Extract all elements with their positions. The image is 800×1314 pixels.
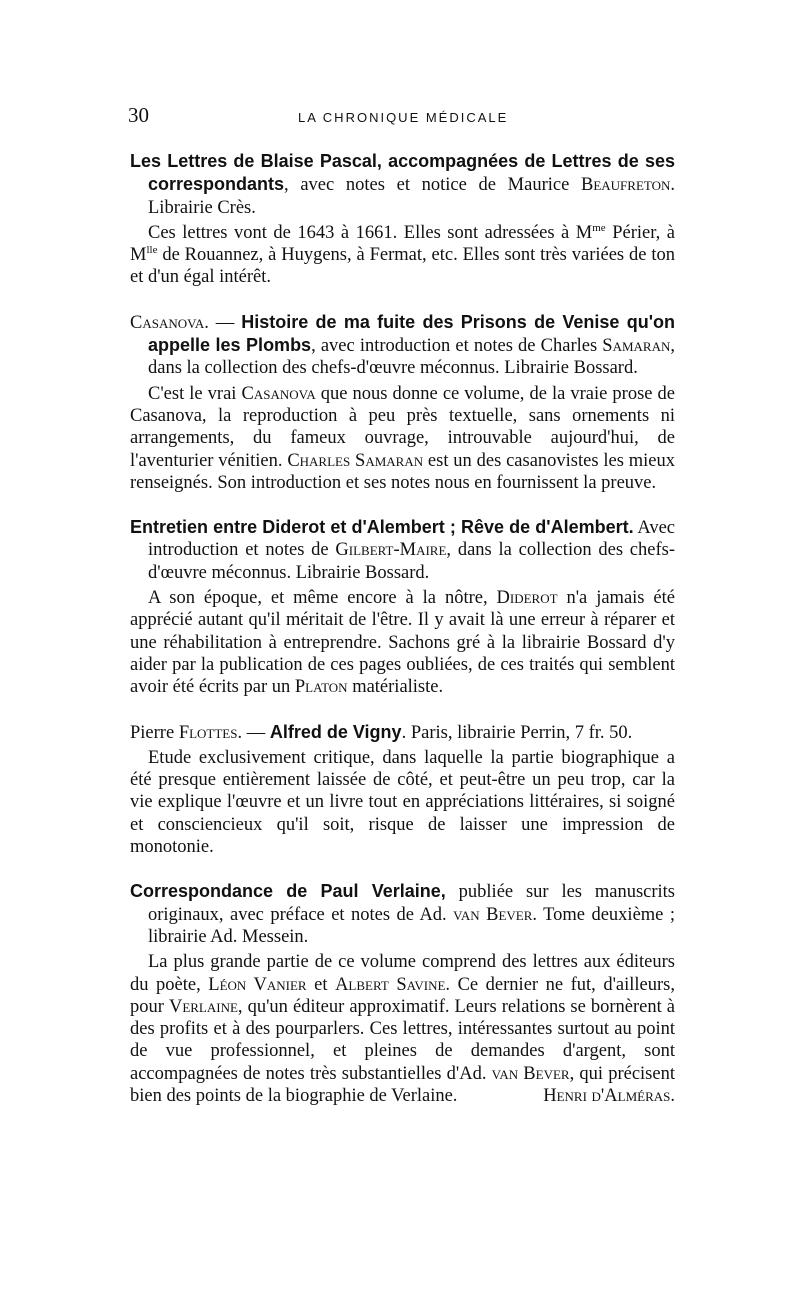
review-body — [130, 747, 675, 858]
body-text: Périer, à M — [130, 222, 675, 266]
person-name: Casanova — [241, 383, 316, 404]
editor-name: Beaufreton — [580, 175, 671, 196]
person-name: Albert Savine — [335, 974, 446, 995]
page-number: 30 — [128, 103, 149, 127]
book-title: Alfred de Vigny — [269, 721, 402, 742]
editor-name: Gilbert-Maire — [335, 540, 447, 561]
book-title: Les Lettres de Blaise Pascal, accompagnées de Lettres de ses correspondants — [130, 151, 675, 195]
review-entry-diderot — [130, 516, 675, 698]
book-title: Histoire de ma fuite des Prisons de Venise qu'on appelle les Plombs — [148, 311, 676, 356]
author-name: Casanova — [130, 312, 205, 333]
reference-text: . Paris, librairie Perrin, 7 fr. 50. — [401, 722, 633, 743]
review-entry-vigny — [130, 721, 675, 859]
editor-name: van Bever — [453, 904, 533, 925]
book-title: Entretien entre Diderot et d'Alembert ; Rêve de d'Alembert. — [130, 517, 634, 538]
separator: . — — [204, 312, 242, 333]
body-text: C'est le vrai — [148, 383, 242, 404]
body-text: Etude exclusivement critique, dans laquelle la partie biographique a été presque entièrement laissée de côté, et peut-être un peu trop, car la vie explique l'œuvre et un livre tout en appréciations littéraires, si soigné et consciencieux qu'il soit, risque de laisser une impression de monotonie. — [130, 747, 675, 858]
running-title: LA CHRONIQUE MÉDICALE — [298, 110, 509, 125]
book-reference — [130, 880, 675, 948]
review-column — [130, 150, 675, 1129]
reference-text: , dans la collection des chefs-d'œuvre méconnus. Librairie Bossard. — [148, 540, 675, 583]
superscript: me — [592, 221, 606, 234]
review-body — [130, 587, 675, 698]
body-text: A son époque, et même encore à la nôtre, — [148, 588, 497, 609]
review-entry-verlaine — [130, 880, 675, 1107]
review-body — [130, 383, 675, 494]
person-name: van Bever — [491, 1063, 570, 1084]
author-first-name: Pierre — [130, 722, 179, 743]
reference-text: , avec introduction et notes de Charles — [311, 336, 603, 357]
body-text: que nous donne ce volume, de la vraie prose de Casanova, la reproduction à peu près textuelle, sans ornements ni arrangements, du fameux ouvrage, introuvable aujourd'hui, de l'aventurier vénitien. — [130, 383, 675, 471]
review-entry-casanova — [130, 311, 675, 494]
review-body — [130, 222, 675, 289]
reference-text: publiée sur les manuscrits originaux, avec préface et notes de Ad. — [148, 882, 676, 925]
separator: . — — [237, 722, 270, 743]
superscript: lle — [146, 244, 158, 257]
person-name: Léon Vanier — [208, 974, 307, 995]
body-text: matérialiste. — [347, 677, 444, 698]
reference-text: , avec notes et notice de Maurice — [284, 175, 581, 196]
person-name: Platon — [294, 677, 348, 698]
reference-text: . Tome deuxième ; librairie Ad. Messein. — [148, 904, 675, 947]
reference-text: Avec introduction et notes de — [148, 518, 675, 561]
body-text: . Ce dernier ne fut, d'ailleurs, pour — [130, 974, 676, 1017]
body-text: , qu'un éditeur approximatif. Leurs relations se bornèrent à des profits et à des pourparlers. Ces lettres, intéressantes surtout au point de vue professionnel, et pleines de demandes d'argent, sont accompagnées de notes très substantielles d'Ad. — [130, 996, 675, 1084]
page-header — [128, 103, 673, 133]
review-body — [130, 951, 675, 1107]
reference-text: . Librairie Crès. — [148, 175, 675, 218]
book-title: Correspondance de Paul Verlaine, — [130, 881, 446, 902]
body-text: est un des casanovistes les mieux renseignés. Son introduction et ses notes nous en fournissent la preuve. — [130, 450, 675, 493]
person-name: Charles Samaran — [287, 450, 424, 471]
body-text: et — [306, 974, 336, 995]
body-text: La plus grande partie de ce volume comprend des lettres aux éditeurs du poète, — [130, 952, 675, 995]
author-name: Flottes — [178, 722, 238, 743]
person-name: Diderot — [496, 588, 558, 609]
body-text: de Rouannez, à Huygens, à Fermat, etc. Elles sont très variées de ton et d'un égal intérêt. — [130, 245, 675, 288]
reference-text: , dans la collection des chefs-d'œuvre méconnus. Librairie Bossard. — [148, 336, 675, 379]
book-reference — [130, 516, 675, 584]
review-entry-pascal — [130, 150, 675, 289]
body-text: Ces lettres vont de 1643 à 1661. Elles sont adressées à M — [148, 222, 593, 243]
person-name: Verlaine — [168, 996, 238, 1017]
book-reference — [130, 150, 675, 219]
body-text: n'a jamais été apprécié autant qu'il méritait de l'être. Il y avait là une erreur à réparer et une réhabilitation à entreprendre. Sachons gré à la librairie Bossard d'y aider par la publication de ces pages oubliées, de ces traités qui semblent avoir été écrits par un — [130, 588, 675, 698]
book-reference — [130, 721, 675, 744]
book-reference — [130, 311, 675, 380]
body-text: , qui précisent bien des points de la biographie de Verlaine. — [130, 1063, 675, 1106]
editor-name: Samaran — [602, 336, 671, 357]
reviewer-signature: Henri d'Alméras. — [543, 1085, 675, 1106]
